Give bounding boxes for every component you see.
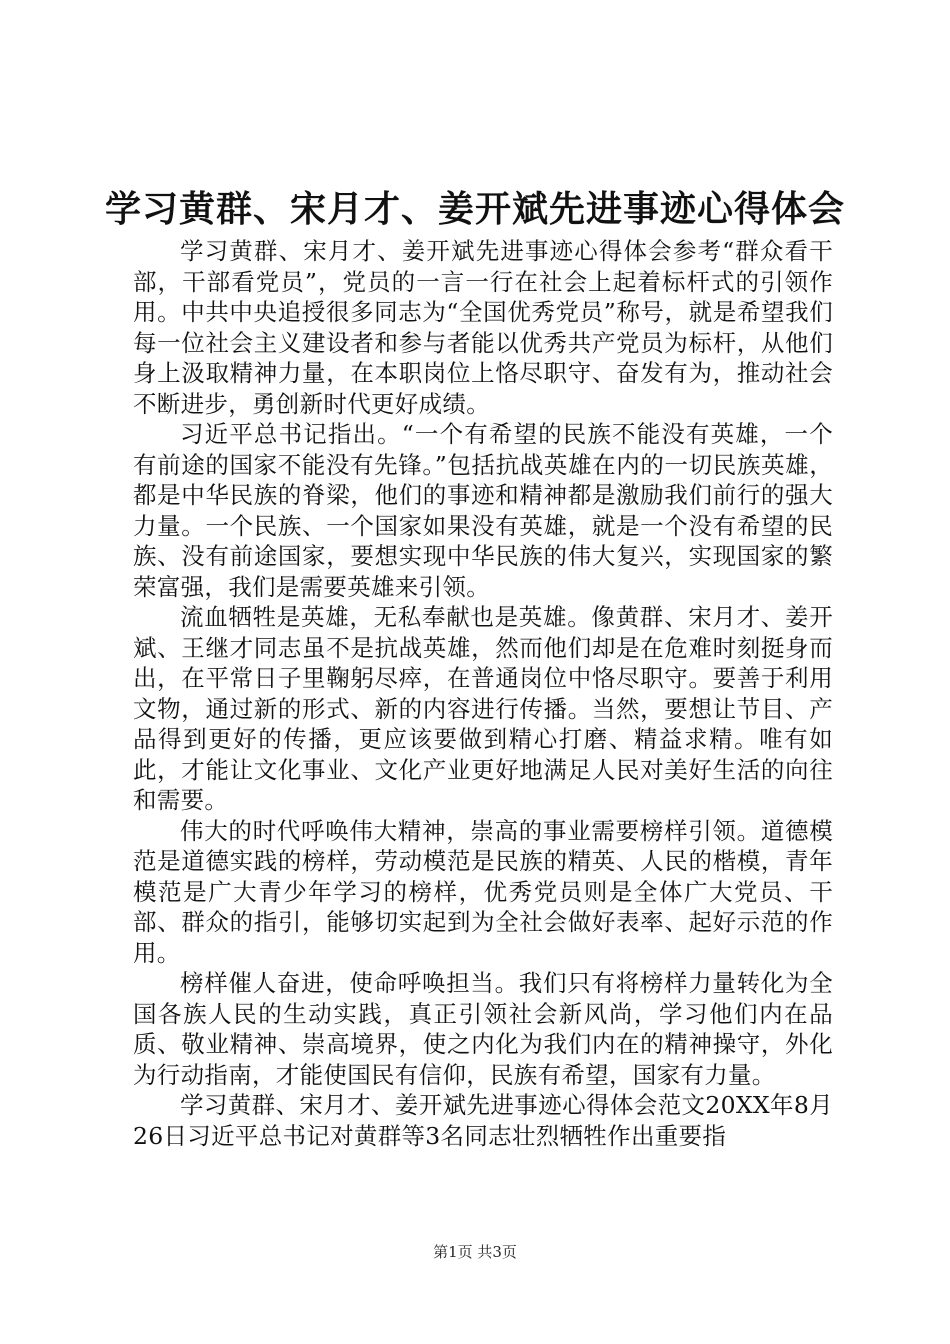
document-title: 学习黄群、宋月才、姜开斌先进事迹心得体会	[104, 189, 845, 230]
paragraph-2: 习近平总书记指出。“一个有希望的民族不能没有英雄，一个有前途的国家不能没有先锋。”包括抗战英雄在内的一切民族英雄，都是中华民族的脊梁，他们的事迹和精神都是激励我们前行的强大力量。一个民族、一个国家如果没有英雄，就是一个没有希望的民族、没有前途国家，要想实现中华民族的伟大复兴，实现国家的繁荣富强，我们是需要英雄来引领。	[133, 420, 833, 601]
paragraph-3: 流血牺牲是英雄，无私奉献也是英雄。像黄群、宋月才、姜开斌、王继才同志虽不是抗战英雄，然而他们却是在危难时刻挺身而出，在平常日子里鞠躬尽瘁，在普通岗位中恪尽职守。要善于利用文物，通过新的形式、新的内容进行传播。当然，要想让节目、产品得到更好的传播，更应该要做到精心打磨、精益求精。唯有如此，才能让文化事业、文化产业更好地满足人民对美好生活的向往和需要。	[133, 603, 833, 814]
paragraph-1: 学习黄群、宋月才、姜开斌先进事迹心得体会参考“群众看干部，干部看党员”，党员的一言一行在社会上起着标杆式的引领作用。中共中央追授很多同志为“全国优秀党员”称号，就是希望我们每一位社会主义建设者和参与者能以优秀共产党员为标杆，从他们身上汲取精神力量，在本职岗位上恪尽职守、奋发有为，推动社会不断进步，勇创新时代更好成绩。	[133, 237, 833, 418]
page-number-footer: 第1页 共3页	[433, 1243, 517, 1261]
paragraph-5: 榜样催人奋进，使命呼唤担当。我们只有将榜样力量转化为全国各族人民的生动实践，真正引领社会新风尚，学习他们内在品质、敬业精神、崇高境界，使之内化为我们内在的精神操守，外化为行动指南，才能使国民有信仰，民族有希望，国家有力量。	[133, 969, 833, 1089]
document-body	[133, 236, 833, 1151]
paragraph-4: 伟大的时代呼唤伟大精神，崇高的事业需要榜样引领。道德模范是道德实践的榜样，劳动模范是民族的精英、人民的楷模，青年模范是广大青少年学习的榜样，优秀党员则是全体广大党员、干部、群众的指引，能够切实起到为全社会做好表率、起好示范的作用。	[133, 816, 833, 967]
paragraph-6: 学习黄群、宋月才、姜开斌先进事迹心得体会范文20XX年8月26日习近平总书记对黄群等3名同志壮烈牺牲作出重要指	[133, 1091, 833, 1150]
